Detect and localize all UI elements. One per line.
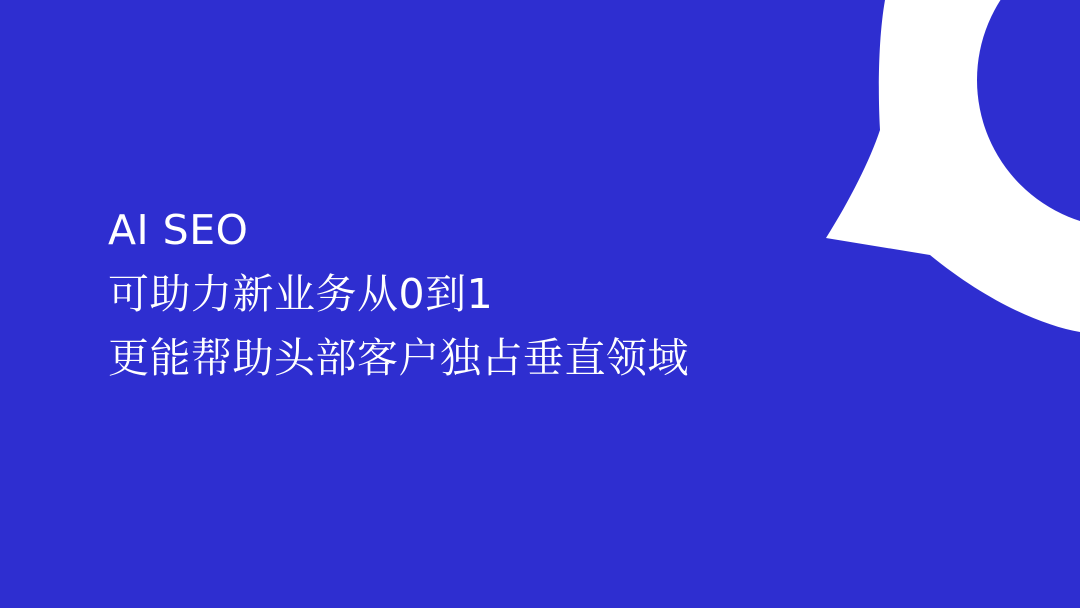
headline-line-2: 可助力新业务从0到1 [108,270,494,318]
headline-line-3: 更能帮助头部客户独占垂直领域 [108,334,689,382]
headline-title: AI SEO [108,206,249,254]
headline-block [108,198,689,390]
